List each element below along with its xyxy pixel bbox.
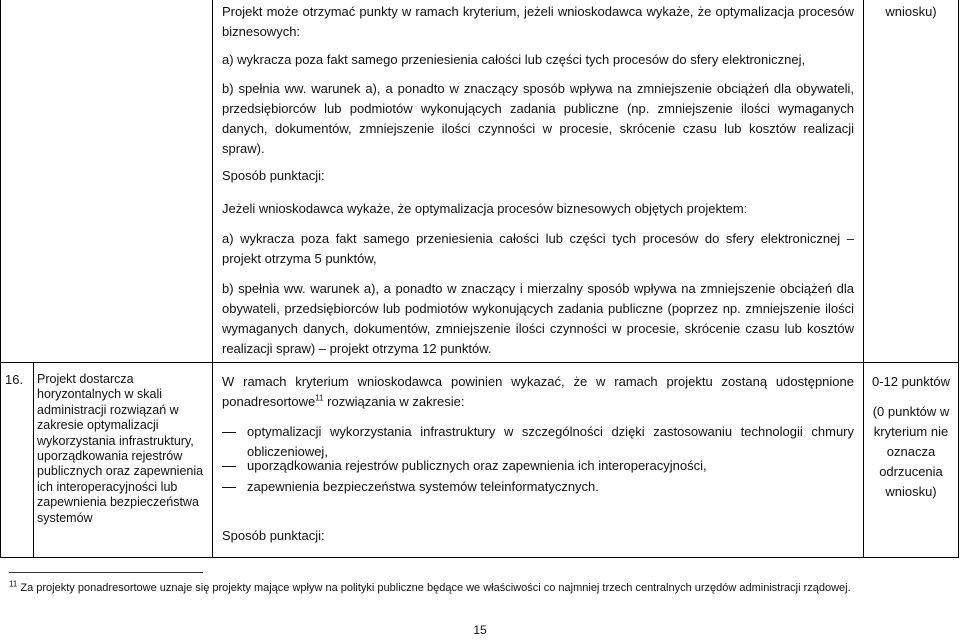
bullet-dash-icon [222,432,236,433]
points-fragment: wniosku) [885,4,937,19]
row-number: 16. [5,372,24,387]
criterion-item-b: b) spełnia ww. warunek a), a ponadto w znaczący sposób wpływa na zmniejszenie obciążeń dla obywateli, przedsiębiorców lub podmiotów wykonujących zadania publiczne (np. zmniejszenie ilości wymaganych danych, dokumentów, zmniejszenie ilości czynności w procesie, skrócenie czasu lub kosztów realizacji spraw). [222,81,854,156]
footnote-separator [9,572,203,573]
page-number: 15 [473,623,487,637]
criterion-description [222,372,854,412]
bullet-item: uporządkowania rejestrów publicznych oraz zapewnienia ich interoperacyjności, [247,458,707,473]
col-divider-2 [212,0,213,558]
bullet-item: optymalizacji wykorzystania infrastruktury w szczególności dzięki zastosowaniu technologii chmury obliczeniowej, [247,424,854,459]
footnote [9,580,909,596]
scoring-heading: Sposób punktacji: [222,528,325,543]
scoring-item-b: b) spełnia ww. warunek a), a ponadto w znaczący i mierzalny sposób wpływa na zmniejszenie obciążeń dla obywateli, przedsiębiorców lub podmiotów wykonujących zadania publiczne (poprzez np. zmniejszenie ilości wymaganych danych, dokumentów, zmniejszenie ilości czynności w procesie, skrócenie czasu lub kosztów realizacji spraw) – projekt otrzyma 12 punktów. [222,281,854,356]
bullet-dash-icon [222,466,236,467]
table-border-bottom [0,557,959,558]
col-divider-3 [863,0,864,558]
points-range: 0-12 punktów [871,374,951,389]
footnote-reference: 11 [315,393,324,403]
bullet-item: zapewnienia bezpieczeństwa systemów teleinformatycznych. [247,479,599,494]
description-text-1: W ramach kryterium wnioskodawca powinien wykazać, że w ramach projektu zostaną udostępnione ponadresortowe [222,374,854,409]
criterion-intro: Projekt może otrzymać punkty w ramach kryterium, jeżeli wnioskodawca wykaże, że optymalizacja procesów biznesowych: [222,4,854,39]
description-text-2: rozwiązania w zakresie: [323,394,465,409]
scoring-intro: Jeżeli wnioskodawca wykaże, że optymalizacja procesów biznesowych objętych projektem: [222,201,748,216]
table-border-right [958,0,959,558]
col-divider-1 [33,362,34,558]
criterion-name: Projekt dostarcza horyzontalnych w skali administracji rozwiązań w zakresie optymalizacji wykorzystania infrastruktury, uporządkowania rejestrów publicznych oraz zapewnienia ich interoperacyjności lub zapewnienia bezpieczeństwa systemów [37,372,204,525]
row-divider [0,362,959,363]
criterion-item-a: a) wykracza poza fakt samego przeniesienia całości lub części tych procesów do sfery elektronicznej, [222,52,806,67]
scoring-heading: Sposób punktacji: [222,168,325,183]
points-note: (0 punktów w kryterium nie oznacza odrzucenia wniosku) [872,404,950,499]
footnote-number: 11 [9,579,18,589]
scoring-item-a: a) wykracza poza fakt samego przeniesienia całości lub części tych procesów do sfery elektronicznej – projekt otrzyma 5 punktów, [222,231,854,266]
table-border-left [0,0,1,558]
bullet-dash-icon [222,487,236,488]
footnote-text: Za projekty ponadresortowe uznaje się projekty mające wpływ na polityki publiczne będące we właściwości co najmniej trzech centralnych urzędów administracji rządowej. [20,582,851,594]
